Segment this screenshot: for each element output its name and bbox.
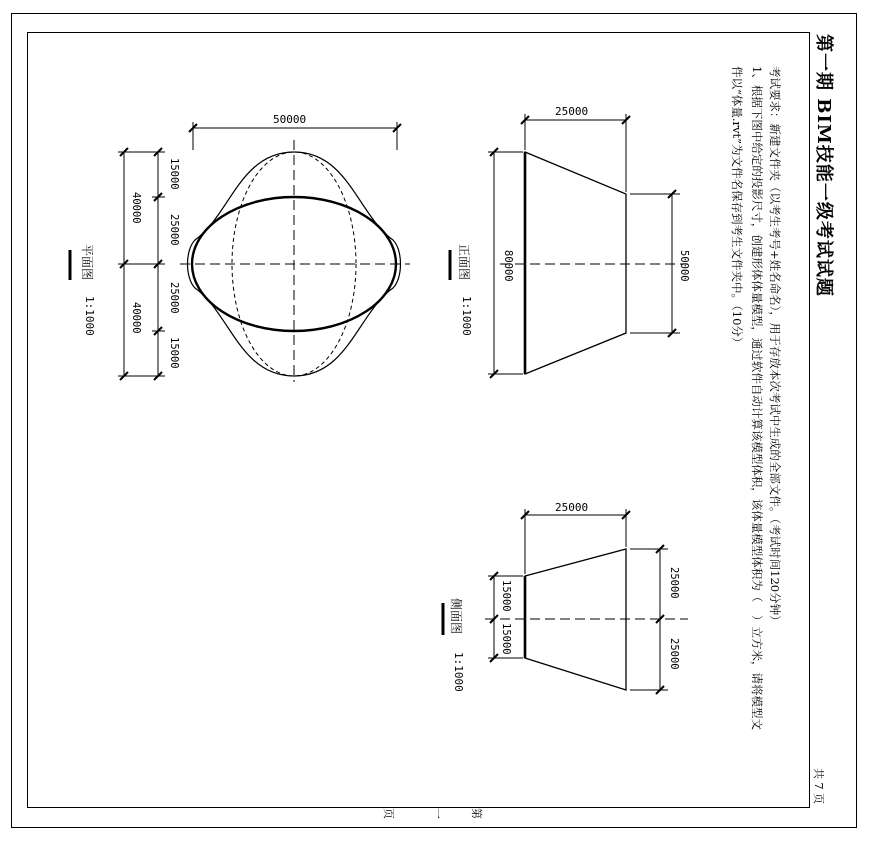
requirement-line-2-tail: ）立方米，请将模型文 (750, 615, 764, 730)
footer-label-di: 第 (470, 808, 483, 819)
requirement-line-3: 件以“体量.rvt”为文件名保存到考生文件夹中。（10分） (730, 66, 744, 349)
plan-dim-left-1: 15000 (168, 158, 180, 190)
plan-dim-total-1: 40000 (130, 192, 142, 224)
side-dim-left-2: 15000 (500, 623, 512, 655)
side-dim-right-2: 25000 (668, 638, 680, 670)
plan-dim-width: 50000 (273, 113, 307, 126)
side-dim-left-1: 15000 (500, 580, 512, 612)
footer-label-ye: 页 (382, 808, 395, 819)
plan-view-label: 平面图 (80, 244, 94, 281)
front-dim-top: 25000 (555, 105, 589, 118)
front-dim-left: 80000 (502, 250, 514, 282)
front-view-scale: 1:1000 (460, 296, 473, 336)
plan-dim-left-2: 25000 (168, 214, 180, 246)
plan-dim-total-2: 40000 (130, 302, 142, 334)
side-view-scale: 1:1000 (452, 652, 465, 692)
side-view-label: 侧面图 (449, 598, 463, 635)
side-dim-top: 25000 (555, 501, 589, 514)
requirement-line-1: 考试要求：新建文件夹（以考生考号+姓名命名），用于存放本次考试中生成的全部文件。（考试时间120分钟） (768, 66, 782, 627)
exam-title: 第一期 BIM技能一级考试试题 (813, 34, 834, 297)
plan-view-scale: 1:1000 (83, 296, 96, 336)
requirement-line-2: 1、根据下图中给定的投影尺寸，创建形体体量模型，通过软件自动计算该模型体积，该体量模型体积为（ (750, 66, 764, 603)
plan-view-drawing (70, 122, 410, 382)
front-view-drawing (450, 114, 688, 378)
total-pages: 共 7 页 (812, 768, 825, 804)
side-dim-right-1: 25000 (668, 567, 680, 599)
footer-label-yi: 一 (431, 808, 444, 819)
front-view-label: 正面图 (457, 244, 471, 281)
front-dim-right: 50000 (678, 250, 690, 282)
plan-dim-left-4: 15000 (168, 337, 180, 369)
plan-dim-left-3: 25000 (168, 282, 180, 314)
side-view-drawing (443, 509, 688, 694)
